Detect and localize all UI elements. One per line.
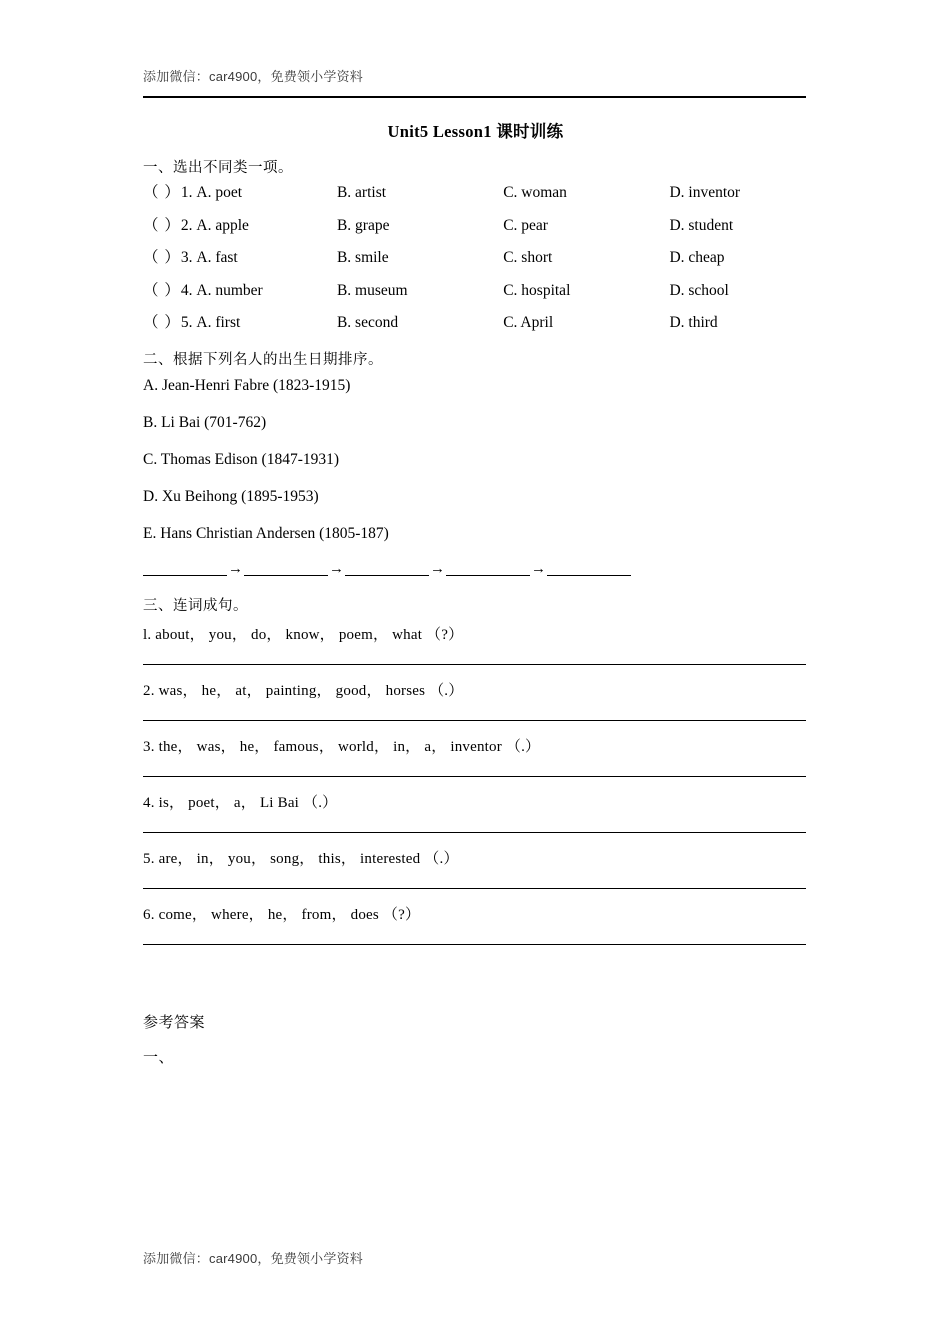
answer-writing-line[interactable] — [143, 664, 806, 665]
question-number: 4. — [180, 281, 193, 299]
option-d: D. third — [669, 314, 718, 331]
answers-heading: 参考答案 — [143, 1013, 206, 1031]
question-number: 5. — [180, 314, 193, 331]
answer-paren: （ ） — [143, 314, 181, 331]
answer-paren: （ ） — [143, 216, 181, 234]
page-title: Unit5 Lesson1 课时训练 — [387, 122, 564, 141]
watermark-bottom: 添加微信：car4900，免费领小学资料 — [143, 1251, 363, 1266]
question-prompt — [143, 218, 337, 234]
ordering-answer-row[interactable] — [143, 562, 808, 576]
question-row — [143, 250, 808, 266]
option-a: A. apple — [196, 216, 249, 234]
option-b: B. grape — [336, 216, 390, 234]
list-item: B. Li Bai (701-762) — [143, 413, 267, 431]
scramble-sentence: 5. are， in， you， song， this， interested （.） — [143, 850, 459, 867]
option-c: C. pear — [503, 216, 548, 234]
option-b: B. smile — [336, 249, 389, 266]
scramble-sentence: 3. the， was， he， famous， world， in， a， inventor （.） — [143, 738, 541, 755]
option-c: C. hospital — [503, 281, 571, 299]
option-d: D. student — [669, 216, 734, 234]
question-prompt — [143, 283, 337, 299]
answer-paren: （ ） — [143, 184, 181, 201]
option-c: C. short — [503, 249, 553, 266]
option-a: A. poet — [196, 184, 243, 201]
scramble-sentence: 2. was， he， at， painting， good， horses （.） — [143, 682, 464, 699]
answer-writing-line[interactable] — [143, 944, 806, 945]
answer-writing-line[interactable] — [143, 832, 806, 833]
arrow-icon: → — [228, 560, 243, 577]
section1-heading: 一、选出不同类一项。 — [143, 160, 293, 176]
list-item: E. Hans Christian Andersen (1805-187) — [143, 524, 389, 542]
document-content — [143, 118, 808, 1067]
order-blank-4[interactable] — [446, 562, 530, 576]
order-blank-1[interactable] — [143, 562, 227, 576]
option-b: B. artist — [336, 184, 387, 201]
scramble-sentence: 6. come， where， he， from， does （?） — [143, 906, 421, 923]
option-a: A. fast — [196, 249, 238, 266]
question-number: 2. — [180, 216, 193, 234]
option-d: D. cheap — [669, 249, 725, 266]
question-number: 1. — [180, 184, 193, 201]
answer-paren: （ ） — [143, 281, 181, 299]
question-prompt — [143, 315, 337, 331]
option-c: C. April — [503, 314, 554, 331]
answer-writing-line[interactable] — [143, 720, 806, 721]
order-blank-3[interactable] — [345, 562, 429, 576]
order-blank-2[interactable] — [244, 562, 328, 576]
option-b: B. museum — [336, 281, 408, 299]
option-b: B. second — [336, 314, 399, 331]
answer-paren: （ ） — [143, 249, 181, 266]
arrow-icon: → — [430, 560, 445, 577]
option-c: C. woman — [503, 184, 567, 201]
arrow-icon: → — [329, 560, 344, 577]
answer-writing-line[interactable] — [143, 888, 806, 889]
question-row — [143, 218, 808, 234]
list-item: D. Xu Beihong (1895-1953) — [143, 487, 319, 505]
option-a: A. first — [196, 314, 241, 331]
section3-heading: 三、连词成句。 — [143, 597, 248, 614]
question-prompt — [143, 250, 337, 266]
list-item: C. Thomas Edison (1847-1931) — [143, 450, 340, 468]
question-row — [143, 283, 808, 299]
answer-writing-line[interactable] — [143, 776, 806, 777]
watermark-top: 添加微信：car4900，免费领小学资料 — [143, 69, 363, 84]
header-rule — [143, 96, 806, 98]
question-row — [143, 185, 808, 201]
question-number: 3. — [180, 249, 193, 266]
option-d: D. inventor — [669, 184, 741, 201]
order-blank-5[interactable] — [547, 562, 631, 576]
answers-subheading: 一、 — [143, 1048, 175, 1066]
option-d: D. school — [669, 281, 729, 299]
list-item: A. Jean-Henri Fabre (1823-1915) — [143, 376, 351, 394]
arrow-icon: → — [531, 560, 546, 577]
question-prompt — [143, 185, 337, 201]
question-row — [143, 315, 808, 331]
section2-heading: 二、根据下列名人的出生日期排序。 — [143, 351, 383, 368]
option-a: A. number — [196, 281, 263, 299]
scramble-sentence: l. about， you， do， know， poem， what （?） — [143, 626, 464, 643]
scramble-sentence: 4. is， poet， a， Li Bai （.） — [143, 794, 338, 811]
